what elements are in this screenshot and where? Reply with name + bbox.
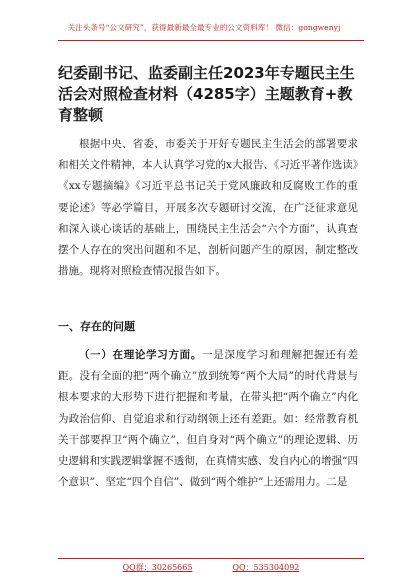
header-divider	[58, 40, 364, 41]
section-heading: 一、存在的问题	[58, 320, 135, 333]
item-lead: （一）在理论学习方面。	[79, 349, 203, 361]
footer-divider	[58, 558, 364, 559]
footer-qq-group: QQ群：30265665	[122, 563, 193, 572]
header-banner: 关注头条号“公文研究”，获得最新最全最专业的公文资料库！ 微信：gongwenyj	[67, 23, 341, 32]
item-body: 一是深度学习和理解把握还有差距。没有全面的把“两个确立”放到统筹“两个大局”的时代背景与根本要求的大形势下进行把握和考量，在带头把“两个确立”内化为政治信仰、自觉追求和行动纲领上还有差距。如：经常教育机关干部要捍卫“两个确立”，但自身对“两个确立”的理论逻辑、历史逻辑和实践逻辑掌握不透彻，在真情实感、发自内心的增强“四个意识”、坚定“四个自信”、做到“两个维护”上还需用力。二是	[58, 349, 358, 489]
intro-paragraph: 根据中央、省委、市委关于开好专题民主生活会的部署要求和相关文件精神，本人认真学习党的x大报告、《习近平著作选读》《xx专题摘编》《习近平总书记关于党风廉政和反腐败工作的重要论述》等必学篇目，开展多次专题研讨交流，在广泛征求意见和深入谈心谈话的基础上，围绕民主生活会“六个方面”，认真查摆个人存在的突出问题和不足，剖析问题产生的原因，制定整改措施。现将对照检查情况报告如下。	[58, 138, 358, 278]
footer	[58, 562, 364, 573]
footer-qq-contact: QQ：535304092	[232, 563, 300, 572]
document-title: 纪委副书记、监委副主任2023年专题民主生活会对照检查材料（4285字）主题教育+教育整顿	[58, 64, 355, 124]
section-paragraph	[58, 345, 358, 493]
